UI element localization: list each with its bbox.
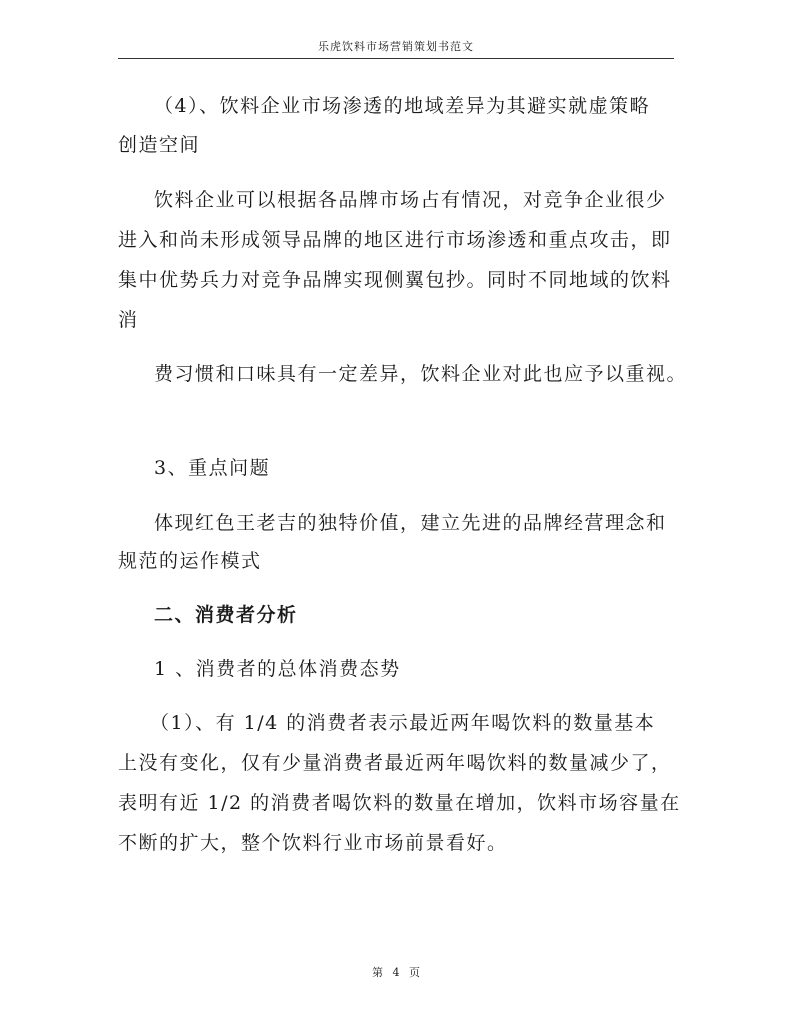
text-line: 消 bbox=[118, 309, 139, 331]
page-suffix: 页 bbox=[409, 966, 420, 979]
text-line: 集中优势兵力对竞争品牌实现侧翼包抄。同时不同地域的饮料 bbox=[118, 269, 672, 291]
section-heading: 3、重点问题 bbox=[154, 457, 271, 479]
text-line: 费习惯和口味具有一定差异，饮料企业对此也应予以重视。 bbox=[154, 363, 688, 385]
chapter-heading: 二、消费者分析 bbox=[154, 604, 298, 626]
text-line: 不断的扩大，整个饮料行业市场前景看好。 bbox=[118, 832, 508, 854]
page-footer bbox=[0, 964, 792, 980]
text-line: （1）、有 1/4 的消费者表示最近两年喝饮料的数量基本 bbox=[150, 712, 656, 734]
text-line: 上没有变化，仅有少量消费者最近两年喝饮料的数量减少了， bbox=[118, 752, 672, 774]
header-divider bbox=[118, 58, 674, 59]
text-line: 规范的运作模式 bbox=[118, 550, 262, 572]
text-line: 体现红色王老吉的独特价值，建立先进的品牌经营理念和 bbox=[154, 512, 667, 534]
text-line: （4）、饮料企业市场渗透的地域差异为其避实就虚策略 bbox=[154, 95, 651, 117]
page-number: 4 bbox=[392, 966, 400, 979]
text-line: 表明有近 1/2 的消费者喝饮料的数量在增加，饮料市场容量在 bbox=[118, 792, 681, 814]
text-line: 饮料企业可以根据各品牌市场占有情况，对竞争企业很少 bbox=[154, 189, 667, 211]
page-prefix: 第 bbox=[372, 966, 383, 979]
section-heading: 1 、消费者的总体消费态势 bbox=[154, 658, 401, 680]
text-line: 进入和尚未形成领导品牌的地区进行市场渗透和重点攻击，即 bbox=[118, 229, 672, 251]
page-header: 乐虎饮料市场营销策划书范文 bbox=[318, 40, 474, 53]
text-line: 创造空间 bbox=[118, 134, 201, 156]
